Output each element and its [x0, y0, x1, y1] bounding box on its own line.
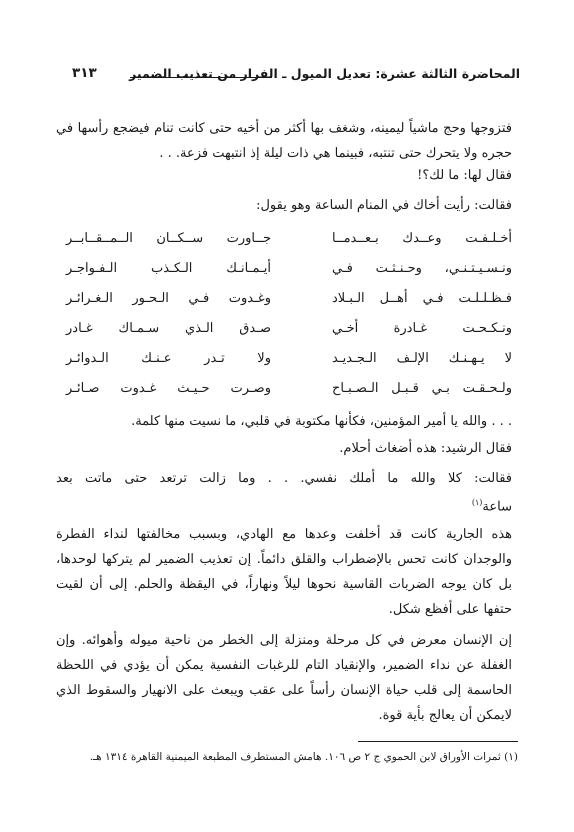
- verse-line: [56, 254, 512, 284]
- intro-text: فتزوجها وحج ماشياً ليمينه، وشغف بها أكثر من أخيه حتى كانت تنام فيضجع رأسها في حجره ولا يتحرك حتى تنتبه، فبينما هي ذات ليلة إذ انتبهت فزعة. . .: [56, 121, 512, 161]
- paragraph-1-text: هذه الجارية كانت قد أخلفت وعدها مع الهادي، وبسبب مخالفتها لنداء الفطرة والوجدان كانت تحس بالإضطراب والقلق دائماً. إن تعذيب الضمير لم يتركها لوحدها، بل كان يوجه الضربات القاسية نحوها ليلاً ونهاراً، في اليقظة والحلم. إلى أن لقيت حتفها على أفظع شكل.: [56, 527, 512, 617]
- verse-line: [56, 344, 512, 374]
- final-line-2: [56, 490, 512, 519]
- dialogue-line-2: فقالت: رأيت أخاك في المنام الساعة وهو يقول:: [256, 198, 512, 213]
- verse-second-hemistich: صـدق الـذي سـمـاك غـادر: [66, 321, 271, 336]
- after-verses-line: . . . والله يا أمير المؤمنين، فكأنها مكتوبة في قلبي، ما نسيت منها كلمة.: [131, 414, 512, 429]
- intro-paragraph: [56, 116, 512, 166]
- verse-second-hemistich: وغـدوت فـي الـحـور الـغـرائـر: [66, 291, 271, 306]
- final-line-2-text: ساعة: [482, 499, 512, 515]
- verse-line: [56, 224, 512, 254]
- poem: [56, 224, 512, 404]
- verse-second-hemistich: ولا تـدر عـنـك الـدوائـر: [66, 351, 271, 366]
- footnote: (١) ثمرات الأوراق لابن الحموي ج ٢ ص ١٠٦. هامش المستطرف المطبعة الميمنية القاهرة ١٣١٤ هـ.: [89, 751, 518, 763]
- footnote-rule: [358, 741, 518, 742]
- verse-line: [56, 314, 512, 344]
- verse-second-hemistich: وصـرت حـيـث غـدوت صـائـر: [66, 381, 271, 396]
- verse-first-hemistich: فـظـلـلـت فـي أهــل الـبـلاد: [332, 291, 512, 306]
- paragraph-2-text: إن الإنسان معرض في كل مرحلة ومنزلة إلى الخطر من ناحية ميوله وأهوائه. وإن الغفلة عن نداء الضمير، والإنقياد التام للرغبات النفسية يمكن أن يؤدي في اللحظة الحاسمة إلى قلب حياة الإنسان رأساً على عقب ويبعث على الانهيار والسقوط الذي لايمكن أن يعالج بأية قوة.: [56, 633, 512, 723]
- footnote-ref: (١): [471, 498, 483, 507]
- dialogue-line-1: فقال لها: ما لك؟!: [417, 168, 512, 183]
- paragraph-2: [56, 628, 512, 728]
- rashid-line: فقال الرشيد: هذه أضغاث أحلام.: [339, 441, 512, 456]
- verse-line: [56, 284, 512, 314]
- verse-first-hemistich: لا يـهـنـك الإلـف الـجـديـد: [332, 351, 512, 366]
- verse-first-hemistich: أخـلـفـت وعــدك بـعــدمــا: [332, 231, 512, 246]
- header-rule: [130, 77, 272, 78]
- verse-first-hemistich: ونـكـحـت غـادرة أخـي: [332, 321, 512, 336]
- verse-first-hemistich: ولـحـقـت بـي قـبـل الـصـبـاح: [332, 381, 512, 396]
- paragraph-1: [56, 522, 512, 622]
- header-title: المحاضرة الثالثة عشرة: تعديل الميول ـ الفرار من تعذيب الضمير: [129, 66, 520, 81]
- verse-line: [56, 374, 512, 404]
- verse-first-hemistich: ونـسـيـتـنـي، وحـنـثـت فـي: [332, 261, 512, 276]
- final-line-1: فقالت: كلا والله ما أملك نفسي. . . وما زالت ترتعد حتى ماتت بعد: [56, 471, 512, 486]
- verse-second-hemistich: جــاورت ســكــان الــمــقــابــر: [66, 231, 271, 246]
- page-number: ٣١٣: [72, 65, 97, 81]
- running-header: [72, 66, 520, 86]
- verse-second-hemistich: أيـمـانـك الـكـذب الـفـواجـر: [66, 261, 271, 276]
